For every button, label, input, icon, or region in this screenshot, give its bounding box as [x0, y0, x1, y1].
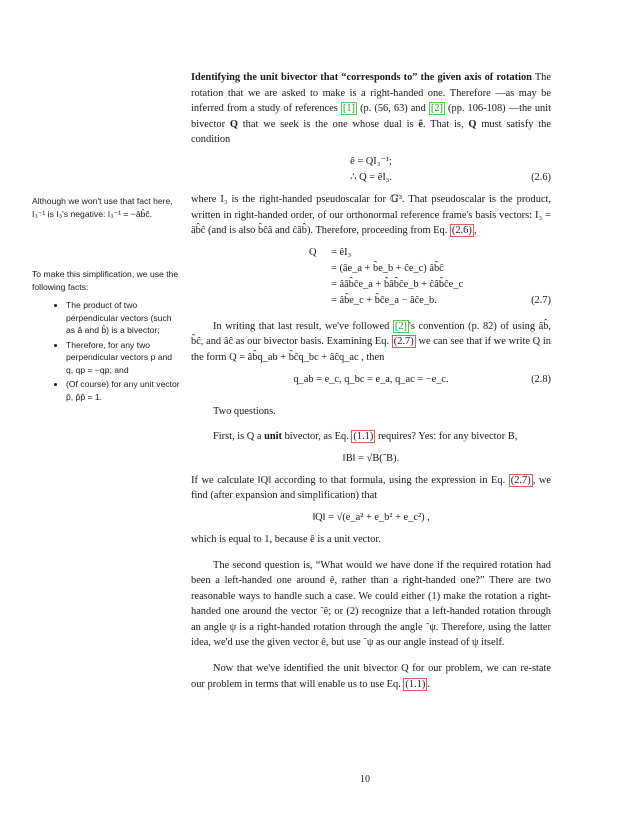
equation-2-6: [191, 154, 551, 186]
paragraph-restate: Now that we've identified the unit bivector Q for our problem, we can re-state our problem in terms that will enable us to use Eq. (1.1) .: [191, 663, 551, 690]
paragraph-unit-vector: which is equal to 1, because ê is a unit vector.: [191, 533, 381, 545]
main-text-column: [191, 70, 551, 692]
equation-2-7: [191, 245, 551, 309]
citation-link-1[interactable]: [1]: [342, 103, 356, 115]
paragraph-convention: In writing that last result, we've followed [2] 's convention (p. 82) of using âb̂, b̂ĉ, and âĉ as our bivector basis. Examining Eq. (2.7) we can see that if we write Q in the form Q = âb̂q_ab + b̂ĉq_bc + âĉq_ac , then: [191, 320, 551, 363]
equation-line: ê = QI₃⁻¹;: [350, 155, 392, 167]
equation-number: (2.8): [531, 373, 551, 385]
page-number: 10: [360, 774, 370, 785]
paragraph-first-question: First, is Q a unit bivector, as Eq. (1.1) requires? Yes: for any bivector B,: [213, 431, 518, 443]
equation-line: ∴ Q = êI₃. (2.6): [191, 170, 551, 186]
paragraph-second-question: The second question is, “What would we have done if the required rotation had been a left-handed one around ê, rather than a right-handed one?” There are two reasonable ways to handle such a case. We could either (1) make the rotation a right-handed one around the vector ˜ê; or (2) recognize that a left-handed rotation through an angle ψ is a right-handed rotation through the angle ˜ψ. Therefore, using the latter idea, we'd use the given vector ê, but use ˜ψ as our angle instead of ψ itself.: [191, 559, 551, 649]
equation-line: = ââb̂ĉe_a + b̂âb̂ĉe_b + ĉâb̂ĉe_c: [331, 278, 464, 290]
margin-note-inverse: Although we won't use that fact here, I₃⁻¹ is I₃'s negative: I₃⁻¹ = −âb̂ĉ.: [32, 196, 173, 219]
equation-ref-1-1[interactable]: (1.1): [353, 431, 374, 443]
equation-line: q_ab = e_c, q_bc = e_a, q_ac = −e_c.: [293, 373, 449, 385]
paragraph-calculate: If we calculate ‖Q‖ according to that formula, using the expression in Eq. (2.7) , we find (after expansion and simplification) that: [191, 474, 551, 502]
list-item: • Therefore, for any two perpendicular vectors p and q, qp = −qp; and: [66, 339, 180, 377]
equation-line: ‖Q‖ = √(e_a² + e_b² + e_c²) ,: [312, 511, 430, 523]
equation-ref-1-1[interactable]: (1.1): [405, 678, 426, 690]
citation-link-2[interactable]: [2]: [430, 103, 443, 115]
equation-norm-q: [191, 510, 551, 526]
equation-lhs: Q: [309, 246, 317, 258]
equation-line: = (âe_a + b̂e_b + ĉe_c) âb̂ĉ: [331, 262, 444, 274]
equation-ref-2-7[interactable]: (2.7): [510, 474, 531, 486]
citation-link-3[interactable]: [2]: [394, 320, 407, 332]
equation-norm-b: [191, 451, 551, 467]
equation-ref-2-7[interactable]: (2.7): [393, 336, 414, 348]
equation-number: (2.7): [531, 294, 551, 306]
paragraph-two-questions: Two questions.: [213, 405, 276, 417]
paragraph-pseudoscalar: where I₃ is the right-handed pseudoscalar for 𝔾³. That pseudoscalar is the product, written in right-handed order, of our orthonormal reference frame's basis vectors: I₃ = âb̂ĉ (and is also b̂ĉâ and ĉâb̂). Therefore, proceeding from Eq. (2.6) ,: [191, 193, 551, 237]
equation-ref-2-6[interactable]: (2.6): [451, 225, 472, 237]
equation-2-8: [191, 372, 551, 388]
equation-line: ‖B‖ = √B(˜B).: [342, 452, 400, 464]
list-item: • (Of course) for any unit vector p̂, p̂p̂ = 1.: [66, 378, 180, 403]
list-item: • The product of two perpendicular vectors (such as â and b̂) is a bivector;: [66, 299, 180, 337]
margin-note-simplification: To make this simplification, we use the following facts: • The product of two perpendicular vectors (such as â and b̂) is a bivector; • Therefore, for any two perpendicular vectors p and q, qp = −qp; and • (Of course) for any unit vector p̂, p̂p̂ = 1.: [32, 268, 180, 405]
facts-list: [32, 299, 180, 403]
equation-line: = âb̂e_c + b̂ĉe_a − âĉe_b.: [331, 294, 437, 306]
run-in-heading: Identifying the unit bivector that “corresponds to” the given axis of rotation: [191, 72, 532, 83]
equation-line: = êI₃: [331, 246, 352, 258]
paragraph-intro: Identifying the unit bivector that “corresponds to” the given axis of rotation The rotation that we are asked to make is a right-handed one. Therefore —as may be inferred from a study of references [1] (p. (56, 63) and [2] (pp. 106-108) —the unit bivector Q that we seek is the one whose dual is ê. That is, Q must satisfy the condition: [191, 72, 551, 146]
equation-number: (2.6): [531, 171, 551, 183]
